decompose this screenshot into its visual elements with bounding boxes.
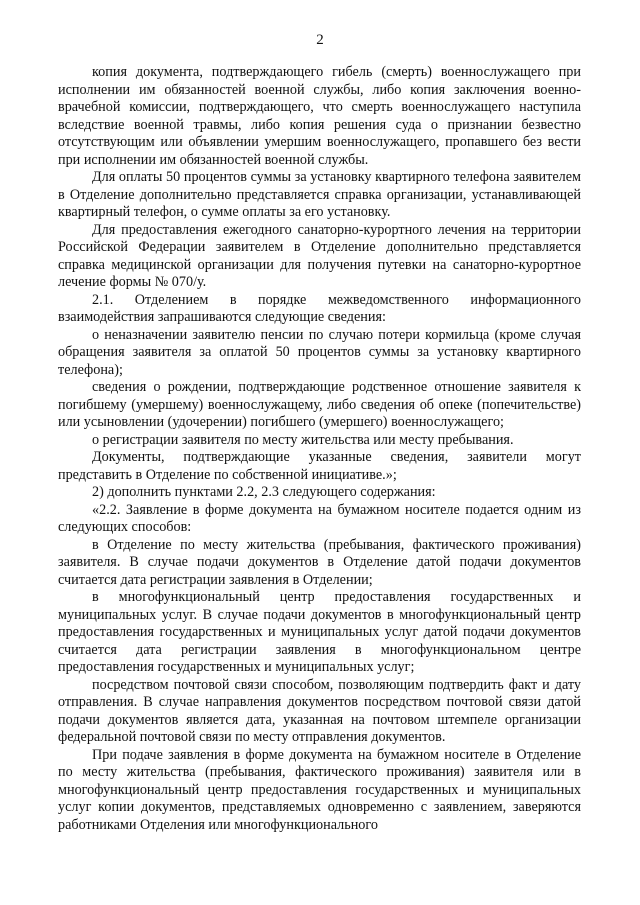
paragraph: копия документа, подтверждающего гибель (смерть) военнослужащего при исполнении им обязанностей военной службы, либо копия заключения военно-врачебной комиссии, подтверждающего, что смерть военнослужащего наступила вследствие военной травмы, либо копия решения суда о признании безвестно отсутствующим или объявлении умершим военнослужащего, пропавшего без вести при исполнении им обязанностей военной службы. [58,64,581,168]
paragraph: в Отделение по месту жительства (пребывания, фактического проживания) заявителя. В случае подачи документов в Отделение датой подачи документов считается дата регистрации заявления в Отделении; [58,536,581,588]
paragraph: Для предоставления ежегодного санаторно-курортного лечения на территории Российской Федерации заявителем в Отделение дополнительно представляется справка медицинской организации для получения путевки на санаторно-курортное лечение формы № 070/у. [58,221,581,290]
paragraph: «2.2. Заявление в форме документа на бумажном носителе подается одним из следующих способов: [58,501,581,535]
paragraph: в многофункциональный центр предоставления государственных и муниципальных услуг. В случае подачи документов в многофункциональный центр предоставления государственных и муниципальных услуг датой подачи документов считается дата регистрации заявления в многофункциональном центре предоставления государственных и муниципальных услуг; [58,589,581,675]
document-body [58,64,581,834]
paragraph: о регистрации заявителя по месту жительства или месту пребывания. [92,431,514,448]
paragraph: При подаче заявления в форме документа на бумажном носителе в Отделение по месту жительства (пребывания, фактического проживания) заявителя или в многофункциональный центр предоставления государственных и муниципальных услуг копии документов, представляемых одновременно с заявлением, заверяются работниками Отделения или многофункционального [58,746,581,833]
paragraph: сведения о рождении, подтверждающие родственное отношение заявителя к погибшему (умершему) военнослужащему, либо сведения об опеке (попечительстве) или усыновлении (удочерении) погибшего (умершего) военнослужащего; [58,379,581,430]
page-number: 2 [316,32,324,48]
paragraph: 2.1. Отделением в порядке межведомственного информационного взаимодействия запрашиваются следующие сведения: [58,291,581,325]
paragraph: Документы, подтверждающие указанные сведения, заявители могут представить в Отделение по собственной инициативе.»; [58,449,581,483]
paragraph: посредством почтовой связи способом, позволяющим подтвердить факт и дату отправления. В случае направления документов посредством почтовой связи датой подачи документов является дата, указанная на почтовом штемпеле организации федеральной почтовой связи по месту отправления документов. [58,676,581,745]
paragraph: о неназначении заявителю пенсии по случаю потери кормильца (кроме случая обращения заявителя за оплатой 50 процентов суммы за установку квартирного телефона); [58,326,581,378]
paragraph: 2) дополнить пунктами 2.2, 2.3 следующего содержания: [92,484,436,500]
paragraph: Для оплаты 50 процентов суммы за установку квартирного телефона заявителем в Отделение дополнительно представляется справка организации, устанавливающей квартирный телефон, о сумме оплаты за его установку. [58,169,581,220]
